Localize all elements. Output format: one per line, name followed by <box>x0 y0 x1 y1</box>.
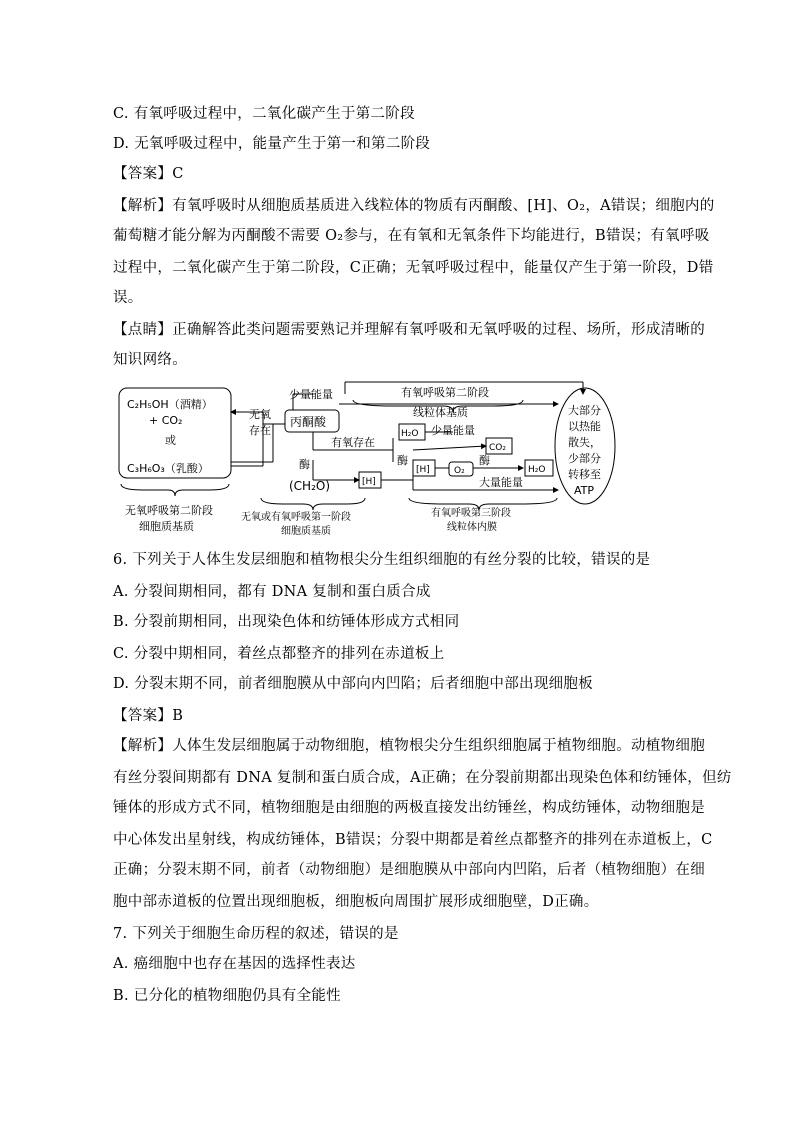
co2-label: CO₂ <box>489 443 506 453</box>
option-c-q6: C. 分裂中期相同，着丝点都整齐的排列在赤道板上 <box>113 646 445 662</box>
answer-q5: 【答案】C <box>113 166 184 182</box>
analysis-q6-line2: 有丝分裂间期都有 DNA 复制和蛋白质合成，A正确；在分裂前期都出现染色体和纺锤体，但纺 <box>113 770 732 786</box>
answer-q6: 【答案】B <box>113 708 184 724</box>
analysis-q6-line5: 正确；分裂末期不同，前者（动物细胞）是细胞膜从中部向内凹陷，后者（植物细胞）在细 <box>113 862 705 878</box>
stage1-place-label: 细胞质基质 <box>281 526 331 537</box>
cytoplasm-matrix-label: 细胞质基质 <box>139 520 194 533</box>
tip-q5-line2: 知识网络。 <box>113 352 187 368</box>
aerobic-stage2-label: 有氧呼吸第二阶段 <box>401 386 489 399</box>
option-b-q7: B. 已分化的植物细胞仍具有全能性 <box>113 988 341 1004</box>
option-c-q5: C. 有氧呼吸过程中，二氧化碳产生于第二阶段 <box>113 106 415 122</box>
respiration-diagram <box>113 380 623 540</box>
atp-line-3: 散失， <box>568 436 601 449</box>
oxygen-exists-label: 有氧存在 <box>331 436 375 449</box>
analysis-q5-line3: 过程中，二氧化碳产生于第二阶段，C正确；无氧呼吸过程中，能量仅产生于第一阶段，D错 <box>113 260 714 276</box>
h-a-label: [H] <box>362 477 376 487</box>
analysis-q6-line3: 锤体的形成方式不同，植物细胞是由细胞的两极直接发出纺锤丝，构成纺锤体，动物细胞是 <box>113 800 705 816</box>
analysis-q6-line1: 【解析】人体生发层细胞属于动物细胞，植物根尖分生组织细胞属于植物细胞。动植物细胞 <box>113 738 705 754</box>
plus-co2-label: + CO₂ <box>149 414 183 427</box>
analysis-q5-line4: 误。 <box>113 290 143 306</box>
option-d-q6: D. 分裂末期不同，前者细胞膜从中部向内凹陷；后者细胞中部出现细胞板 <box>113 676 594 692</box>
o2-label: O₂ <box>454 466 465 476</box>
exists-label: 存在 <box>249 424 271 437</box>
atp-line-1: 大部分 <box>568 404 601 417</box>
ch2o-label: (CH₂O) <box>289 479 331 493</box>
lactic-label: C₃H₆O₃（乳酸） <box>127 462 209 475</box>
little-energy-top-label: 少量能量 <box>289 388 333 401</box>
atp-line-2: 以热能 <box>568 420 601 433</box>
option-d-q5: D. 无氧呼吸过程中，能量产生于第一和第二阶段 <box>113 136 431 152</box>
question-6: 6. 下列关于人体生发层细胞和植物根尖分生组织细胞的有丝分裂的比较，错误的是 <box>113 552 651 568</box>
h2o-a-label: H₂O <box>401 429 419 439</box>
atp-line-4: 少部分 <box>568 452 601 465</box>
enzyme1-label: 酶 <box>299 458 310 471</box>
stage1-label: 无氧或有氧呼吸第一阶段 <box>241 512 351 523</box>
tip-q5-line1: 【点睛】正确解答此类问题需要熟记并理解有氧呼吸和无氧呼吸的过程、场所，形成清晰的 <box>113 322 705 338</box>
atp-line-6: ATP <box>574 484 595 497</box>
no-oxygen-label: 无氧 <box>249 408 271 421</box>
analysis-q6-line4: 中心体发出星射线，构成纺锤体，B错误；分裂中期都是着丝点都整齐的排列在赤道板上，C <box>113 832 713 848</box>
enzyme3-label: 酶 <box>479 454 490 467</box>
anaerobic-stage2-label: 无氧呼吸第二阶段 <box>125 504 213 517</box>
mito-matrix-label: 线粒体基质 <box>413 406 468 419</box>
option-b-q6: B. 分裂前期相同，出现染色体和纺锤体形成方式相同 <box>113 614 460 630</box>
analysis-q5-line1: 【解析】有氧呼吸时从细胞质基质进入线粒体的物质有丙酮酸、[H]、O₂，A错误；细胞内的 <box>113 198 715 214</box>
atp-line-5: 转移至 <box>568 468 601 481</box>
aerobic-stage3-label: 有氧呼吸第三阶段 <box>431 508 511 519</box>
question-7: 7. 下列关于细胞生命历程的叙述，错误的是 <box>113 926 399 942</box>
analysis-q6-line6: 胞中部赤道板的位置出现细胞板，细胞板向周围扩展形成细胞壁，D正确。 <box>113 894 599 910</box>
inner-membrane-label: 线粒体内膜 <box>447 522 497 533</box>
pyruvate-label: 丙酮酸 <box>290 415 327 429</box>
option-a-q7: A. 癌细胞中也存在基因的选择性表达 <box>113 956 356 972</box>
enzyme2-label: 酶 <box>397 454 408 467</box>
h-b-label: [H] <box>416 465 430 475</box>
ethanol-label: C₂H₅OH（酒精） <box>127 398 213 411</box>
option-a-q6: A. 分裂间期相同，都有 DNA 复制和蛋白质合成 <box>113 584 431 600</box>
big-energy-label: 大量能量 <box>479 476 523 489</box>
little-energy-mid-label: 少量能量 <box>431 424 475 437</box>
h2o-b-label: H₂O <box>528 465 546 475</box>
analysis-q5-line2: 葡萄糖才能分解为丙酮酸不需要 O₂参与，在有氧和无氧条件下均能进行，B错误；有氧呼吸 <box>113 228 710 244</box>
or-label: 或 <box>165 434 176 447</box>
